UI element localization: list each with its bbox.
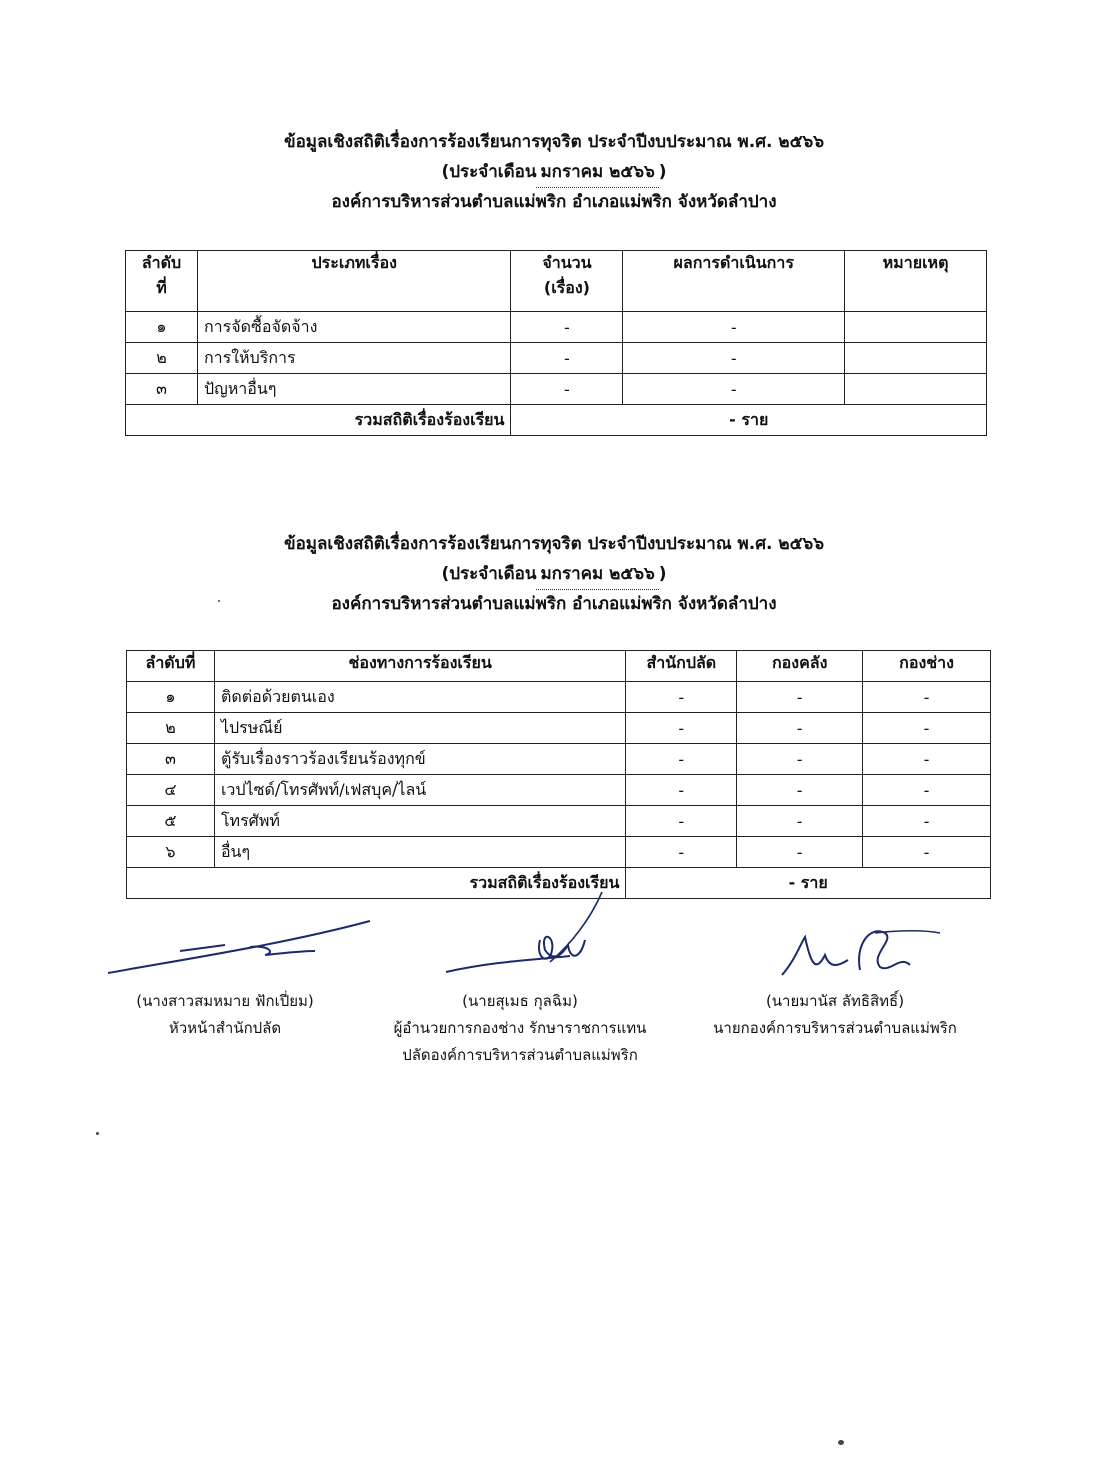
row-engineering: -: [863, 837, 991, 868]
row-channel: ตู้รับเรื่องราวร้องเรียนร้องทุกข์: [214, 744, 625, 775]
table-row: [127, 713, 991, 744]
section1-month-line: (ประจำเดือน มกราคม ๒๕๖๖ ): [0, 157, 1108, 187]
col-header-type: ประเภทเรื่อง: [197, 251, 511, 312]
signature-right: [770, 915, 950, 985]
col-header-result: ผลการดำเนินการ: [623, 251, 845, 312]
col-header-channel: ช่องทางการร้องเรียน: [214, 651, 625, 682]
row-office: -: [626, 837, 737, 868]
signer-position: นายกองค์การบริหารส่วนตำบลแม่พริก: [713, 1019, 957, 1037]
col-header-office: สำนักปลัด: [626, 651, 737, 682]
row-engineering: -: [863, 744, 991, 775]
scan-speck: [218, 600, 220, 602]
table-header-row: [127, 651, 991, 682]
section2-header: [0, 529, 1108, 619]
signer-name: (นายมานัส ลัทธิสิทธิ์): [765, 992, 905, 1010]
complaint-type-table: [125, 250, 987, 436]
section1-org: องค์การบริหารส่วนตำบลแม่พริก อำเภอแม่พริก จังหวัดลำปาง: [331, 192, 777, 212]
row-channel: ติดต่อด้วยตนเอง: [214, 682, 625, 713]
section2-month-line: (ประจำเดือน มกราคม ๒๕๖๖ ): [0, 559, 1108, 589]
scan-speck: [96, 1132, 99, 1135]
row-no: ๖: [127, 837, 215, 868]
col-header-engineering: กองช่าง: [863, 651, 991, 682]
table-row: [126, 343, 987, 374]
signature-block-left: [100, 988, 350, 1042]
section1-header: [0, 127, 1108, 217]
signer-position: ผู้อำนวยการกองช่าง รักษาราชการแทน: [393, 1019, 647, 1037]
table-row: [127, 837, 991, 868]
total-label: รวมสถิติเรื่องร้องเรียน: [126, 405, 511, 436]
row-finance: -: [737, 775, 863, 806]
row-no: ๑: [126, 312, 198, 343]
row-finance: -: [737, 713, 863, 744]
row-channel: เวปไซด์/โทรศัพท์/เฟสบุค/ไลน์: [214, 775, 625, 806]
row-engineering: -: [863, 713, 991, 744]
complaint-channel-table: [126, 650, 991, 899]
row-no: ๒: [127, 713, 215, 744]
section2-org: องค์การบริหารส่วนตำบลแม่พริก อำเภอแม่พริก จังหวัดลำปาง: [331, 594, 777, 614]
row-result: -: [623, 343, 845, 374]
col-header-no: ลำดับ ที่: [126, 251, 198, 312]
total-value: - ราย: [511, 405, 987, 436]
row-remark: [845, 312, 987, 343]
col-header-remark: หมายเหตุ: [845, 251, 987, 312]
signer-position: หัวหน้าสำนักปลัด: [168, 1019, 282, 1037]
signature-left: [100, 915, 400, 985]
table-row: [127, 744, 991, 775]
row-result: -: [623, 312, 845, 343]
section1-title: ข้อมูลเชิงสถิติเรื่องการร้องเรียนการทุจริต ประจำปีงบประมาณ พ.ศ. ๒๕๖๖: [283, 132, 825, 152]
row-count: -: [511, 374, 623, 405]
row-no: ๔: [127, 775, 215, 806]
table-row: [127, 806, 991, 837]
row-type: ปัญหาอื่นๆ: [197, 374, 511, 405]
row-office: -: [626, 713, 737, 744]
table-row: [126, 374, 987, 405]
row-finance: -: [737, 744, 863, 775]
row-count: -: [511, 312, 623, 343]
row-no: ๕: [127, 806, 215, 837]
total-value: - ราย: [626, 868, 991, 899]
signature-block-center: [370, 988, 670, 1069]
row-no: ๑: [127, 682, 215, 713]
row-office: -: [626, 744, 737, 775]
row-finance: -: [737, 806, 863, 837]
row-engineering: -: [863, 806, 991, 837]
row-engineering: -: [863, 682, 991, 713]
row-remark: [845, 343, 987, 374]
total-label: รวมสถิติเรื่องร้องเรียน: [127, 868, 626, 899]
section2-title: ข้อมูลเชิงสถิติเรื่องการร้องเรียนการทุจริต ประจำปีงบประมาณ พ.ศ. ๒๕๖๖: [283, 534, 825, 554]
row-finance: -: [737, 682, 863, 713]
signature-block-right: [695, 988, 975, 1042]
scan-speck: [838, 1440, 844, 1445]
col-header-no: ลำดับที่: [127, 651, 215, 682]
row-engineering: -: [863, 775, 991, 806]
row-finance: -: [737, 837, 863, 868]
row-count: -: [511, 343, 623, 374]
signer-position: ปลัดองค์การบริหารส่วนตำบลแม่พริก: [402, 1046, 638, 1064]
col-header-finance: กองคลัง: [737, 651, 863, 682]
row-no: ๒: [126, 343, 198, 374]
signature-center: [440, 890, 620, 980]
row-no: ๓: [126, 374, 198, 405]
row-channel: โทรศัพท์: [214, 806, 625, 837]
row-no: ๓: [127, 744, 215, 775]
col-header-count: จำนวน (เรื่อง): [511, 251, 623, 312]
row-type: การจัดซื้อจัดจ้าง: [197, 312, 511, 343]
row-office: -: [626, 682, 737, 713]
section1-month: มกราคม ๒๕๖๖: [536, 157, 658, 188]
row-office: -: [626, 775, 737, 806]
signer-name: (นายสุเมธ กุลฉิม): [462, 992, 578, 1010]
row-remark: [845, 374, 987, 405]
table-header-row: [126, 251, 987, 312]
row-channel: อื่นๆ: [214, 837, 625, 868]
row-type: การให้บริการ: [197, 343, 511, 374]
section2-month: มกราคม ๒๕๖๖: [536, 559, 658, 590]
table-total-row: [126, 405, 987, 436]
table-row: [127, 775, 991, 806]
row-result: -: [623, 374, 845, 405]
row-office: -: [626, 806, 737, 837]
table-row: [126, 312, 987, 343]
table-row: [127, 682, 991, 713]
row-channel: ไปรษณีย์: [214, 713, 625, 744]
signer-name: (นางสาวสมหมาย ฟักเปี่ยม): [136, 992, 314, 1010]
